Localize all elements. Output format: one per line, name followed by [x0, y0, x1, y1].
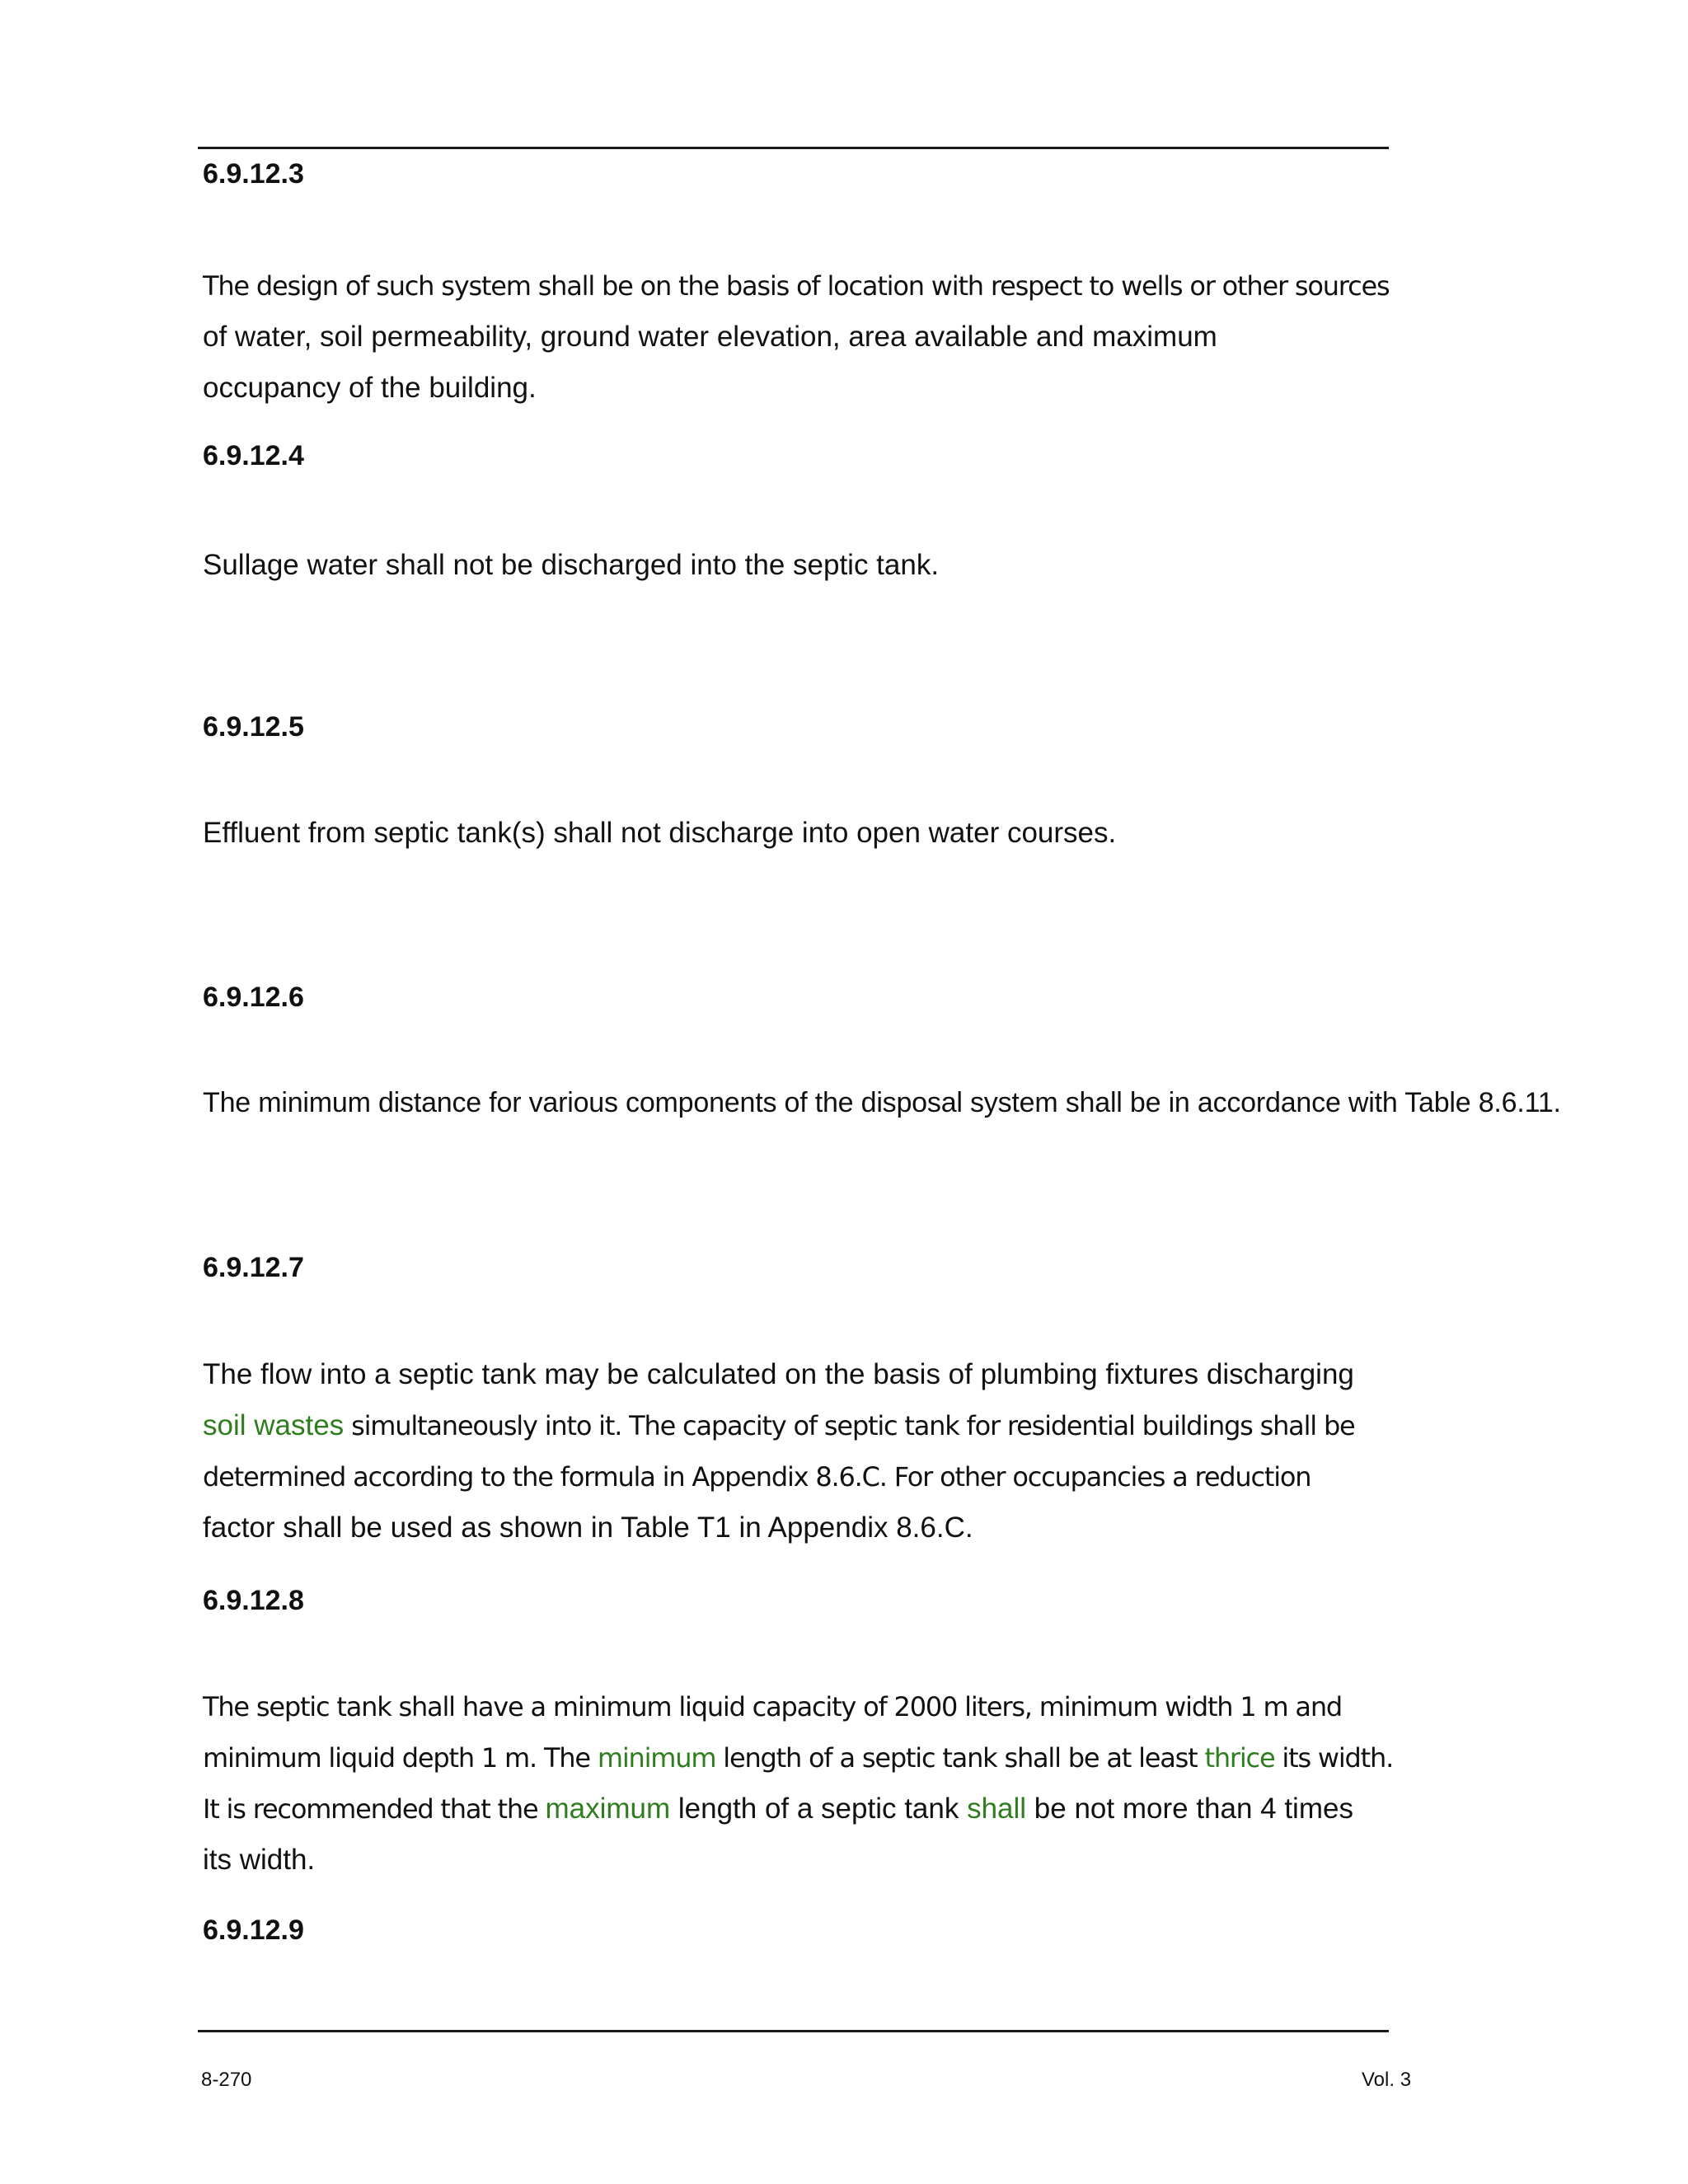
section-heading-6-9-12-4: 6.9.12.4 [203, 440, 304, 471]
text-segment: be not more than 4 times [1026, 1793, 1353, 1825]
text-line: occupancy of the building. [203, 372, 537, 404]
text-line: determined according to the formula in Appendix 8.6.C. For other occupancies a reduction [203, 1461, 1311, 1493]
section-heading-6-9-12-5: 6.9.12.5 [203, 711, 304, 743]
text-line: Sullage water shall not be discharged into the septic tank. [203, 549, 940, 581]
text-line: Effluent from septic tank(s) shall not discharge into open water courses. [203, 817, 1117, 849]
text-line: The flow into a septic tank may be calculated on the basis of plumbing fixtures discharging [203, 1358, 1354, 1390]
top-rule [198, 147, 1389, 149]
section-heading-6-9-12-9: 6.9.12.9 [203, 1915, 304, 1946]
text-segment: length of a septic tank shall be at least [715, 1742, 1205, 1774]
section-text-6-9-12-6 [203, 1077, 1561, 1128]
section-text-6-9-12-7 [203, 1349, 1355, 1554]
highlight-maximum: maximum [545, 1793, 671, 1825]
text-line: of water, soil permeability, ground water elevation, area available and maximum [203, 321, 1217, 353]
text-line: its width. [203, 1844, 316, 1876]
page-number: 8-270 [201, 2069, 252, 2091]
text-line: The minimum distance for various components of the disposal system shall be in accordance with Table 8.6.11. [203, 1087, 1561, 1118]
highlight-soil-wastes: soil wastes [203, 1409, 345, 1441]
text-line [203, 1732, 1393, 1783]
section-text-6-9-12-3 [203, 260, 1389, 414]
text-line: factor shall be used as shown in Table T1 in Appendix 8.6.C. [203, 1511, 973, 1544]
text-line: The design of such system shall be on the basis of location with respect to wells or other sources [203, 270, 1390, 302]
highlight-shall: shall [967, 1793, 1027, 1825]
text-segment: It is recommended that the [203, 1793, 546, 1825]
text-line: The septic tank shall have a minimum liquid capacity of 2000 liters, minimum width 1 m and [203, 1691, 1343, 1722]
text-segment: simultaneously into it. The capacity of septic tank for residential buildings shall be [344, 1410, 1355, 1441]
text-segment: its width. [1274, 1742, 1394, 1774]
highlight-thrice: thrice [1204, 1742, 1275, 1774]
section-text-6-9-12-5 [203, 808, 1116, 859]
section-heading-6-9-12-6: 6.9.12.6 [203, 982, 304, 1013]
highlight-minimum: minimum [597, 1742, 716, 1774]
text-line [203, 1783, 1393, 1835]
section-text-6-9-12-8 [203, 1681, 1393, 1886]
section-heading-6-9-12-8: 6.9.12.8 [203, 1585, 304, 1616]
section-heading-6-9-12-7: 6.9.12.7 [203, 1252, 304, 1283]
section-text-6-9-12-4 [203, 540, 939, 591]
text-line [203, 1400, 1355, 1451]
section-heading-6-9-12-3: 6.9.12.3 [203, 158, 304, 190]
text-segment: minimum liquid depth 1 m. The [203, 1742, 598, 1774]
bottom-rule [198, 2030, 1389, 2032]
text-segment: length of a septic tank [670, 1793, 968, 1825]
volume-label: Vol. 3 [1362, 2069, 1412, 2091]
